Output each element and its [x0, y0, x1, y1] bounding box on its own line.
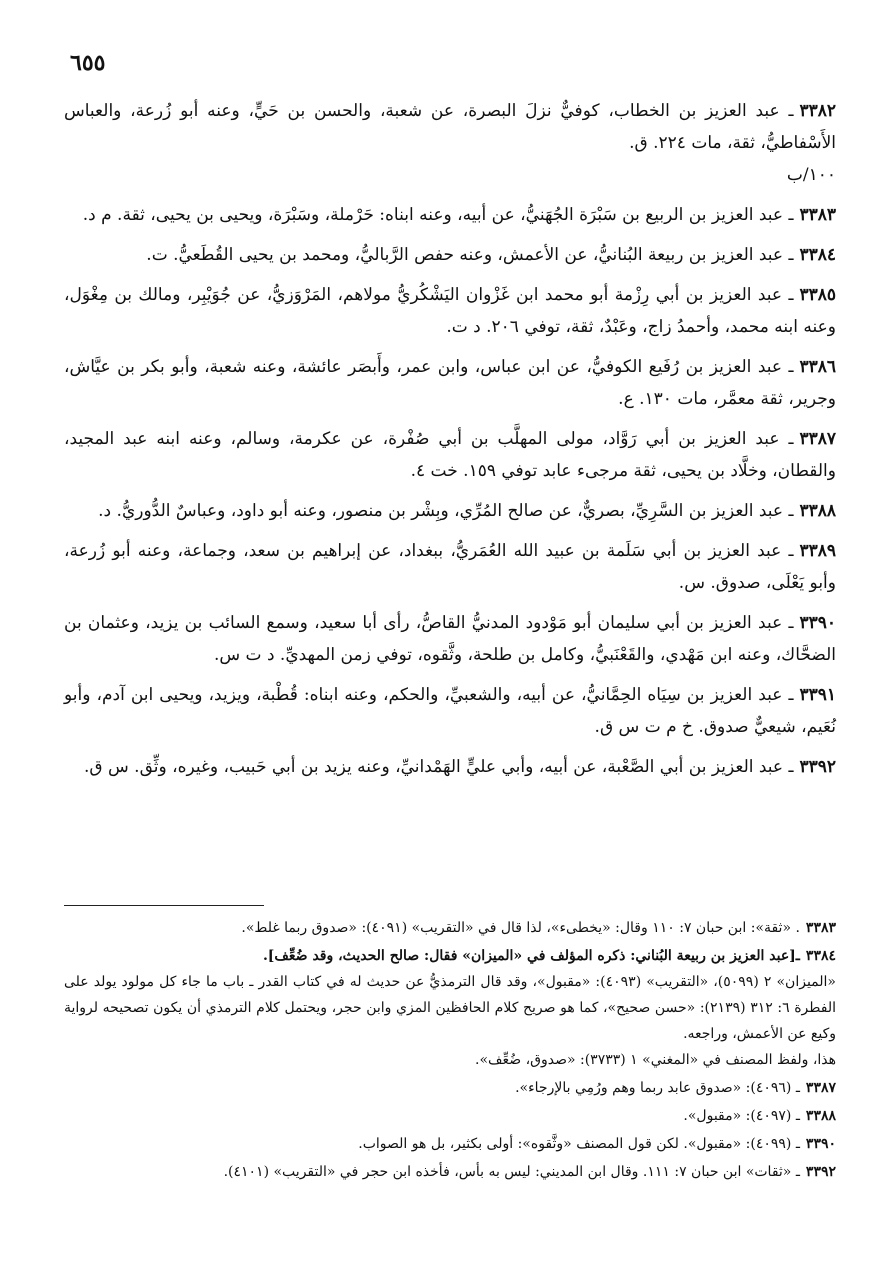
- entry: [64, 423, 836, 487]
- entry-number: ٣٣٩١: [799, 685, 836, 705]
- footnote-text: . «ثقة»: ابن حبان ٧: ١١٠ وقال: «يخطىء»، لذا قال في «التقريب» (٤٠٩١): «صدوق ربما غلط».: [241, 920, 800, 936]
- entry-text: ـ عبد العزيز بن الخطاب، كوفيٌّ نزلَ البصرة، عن شعبة، والحسن بن حَيٍّ، وعنه أبو زُرعة، والعباس الأَسْفاطيُّ، ثقة، مات ٢٢٤. ق.: [64, 101, 836, 153]
- entry-text: ـ عبد العزيز بن سِيَاه الحِمَّانيُّ، عن أبيه، والشعبيِّ، والحكم، وعنه ابناه: قُطْبة، ويزيد، ويحيى ابن آدم، وأبو نُعَيم، شيعيٌّ صدوق. خ م ت س ق.: [64, 685, 836, 737]
- footnote: [64, 1159, 836, 1185]
- entry: [64, 607, 836, 671]
- footnote-divider: [64, 905, 264, 906]
- footnote-number: ٣٣٨٣: [805, 920, 836, 936]
- footnote-number: ٣٣٨٧: [805, 1080, 836, 1096]
- footnote-text: «الميزان» ٢ (٥٠٩٩)، «التقريب» (٤٠٩٣): «مقبول»، وقد قال الترمذيُّ عن حديث له في كتاب القدر ـ باب ما جاء كل مولود يولد على الفطرة ٦: ٣١٢ (٢١٣٩): «حسن صحيح»، كما هو صريح كلام الحافظين المزي وابن حجر، ويحتمل كلام الترمذي أن يكون تصحيحه لرواية وكيع عن الأعمش، وراجعه.: [64, 974, 836, 1042]
- footnotes: [64, 915, 836, 1187]
- entry: [64, 199, 836, 231]
- biography-entries: [64, 95, 836, 791]
- footnote: [64, 1103, 836, 1129]
- footnote-number: ٣٣٨٤: [805, 948, 836, 964]
- entry-text: ـ عبد العزيز بن أبي الصَّعْبة، عن أبيه، وأبي عليٍّ الهَمْدانيِّ، وعنه يزيد بن أبي حَبيب، وغيره، وثِّق. س ق.: [84, 757, 794, 777]
- entry-text: ـ عبد العزيز بن ربيعة البُنانيُّ، عن الأعمش، وعنه حفص الرَّباليُّ، ومحمد بن يحيى القُطَعيُّ. ت.: [146, 245, 794, 265]
- entry-number: ٣٣٨٧: [799, 429, 836, 449]
- entry: [64, 535, 836, 599]
- entry: [64, 239, 836, 271]
- entry-text: ـ عبد العزيز بن رُفَيع الكوفيُّ، عن ابن عباس، وابن عمر، وأَبصَر عائشة، وعنه شعبة، وأبو بكر بن عيَّاش، وجرير، ثقة معمَّر، مات ١٣٠. ع.: [64, 357, 836, 409]
- manuscript-folio-marker: ١٠٠/ب: [786, 165, 836, 185]
- footnote-text: هذا، ولفظ المصنف في «المغني» ١ (٣٧٣٣): «صدوق، ضُعِّف».: [475, 1052, 836, 1068]
- entry-text: ـ عبد العزيز بن السَّرِيِّ، بصريٌّ، عن صالح المُرِّي، وبِشْر بن منصور، وعنه أبو داود، وعباسٌ الدُّوريُّ. د.: [98, 501, 794, 521]
- entry-text: ـ عبد العزيز بن الربيع بن سَبْرَة الجُهَنيُّ، عن أبيه، وعنه ابناه: حَرْملة، وسَبْرَة، ويحيى بن يحيى، ثقة. م د.: [82, 205, 794, 225]
- entry-text: ـ عبد العزيز بن أبي رَوَّاد، مولى المهلَّب بن أبي صُفْرة، عن عكرمة، وسالم، وعنه ابنه عبد المجيد، والقطان، وخلَّاد بن يحيى، ثقة مرجىء عابد توفي ١٥٩. خت ٤.: [64, 429, 836, 481]
- footnote: [64, 915, 836, 941]
- entry-text: ـ عبد العزيز بن أبي رِزْمة أبو محمد ابن غَزْوان اليَشْكُريُّ مولاهم، المَرْوَزيُّ، عن جُوَيْبِر، ومالك بن مِغْوَل، وعنه ابنه محمد، وأحمدُ زاج، وعَبْدٌ، ثقة، توفي ٢٠٦. د ت.: [64, 285, 836, 337]
- entry-number: ٣٣٩٢: [799, 757, 836, 777]
- footnote-text: ـ (٤٠٩٦): «صدوق عابد ربما وهم ورُمِي بالإرجاء».: [515, 1080, 800, 1096]
- entry: [64, 495, 836, 527]
- footnote-number: ٣٣٨٨: [805, 1108, 836, 1124]
- entry-number: ٣٣٨٥: [799, 285, 836, 305]
- footnote-number: ٣٣٩٢: [805, 1164, 836, 1180]
- entry-number: ٣٣٨٤: [799, 245, 836, 265]
- page-number: ٦٥٥: [70, 50, 106, 76]
- footnote: [64, 1075, 836, 1101]
- entry-number: ٣٣٩٠: [799, 613, 836, 633]
- entry: [64, 679, 836, 743]
- entry: [64, 279, 836, 343]
- footnote-heading: ـ[عبد العزيز بن ربيعة البُناني: ذكره المؤلف في «الميزان» فقال: صالح الحديث، وقد ضُعِّف].: [262, 948, 800, 964]
- footnote-number: ٣٣٩٠: [805, 1136, 836, 1152]
- entry-number: ٣٣٨٦: [799, 357, 836, 377]
- entry-number: ٣٣٨٩: [799, 541, 836, 561]
- entry-number: ٣٣٨٣: [799, 205, 836, 225]
- footnote-text: ـ «ثقات» ابن حبان ٧: ١١١. وقال ابن المديني: ليس به بأس، فأخذه ابن حجر في «التقريب» (٤١٠١).: [223, 1164, 800, 1180]
- entry-number: ٣٣٨٢: [799, 101, 836, 121]
- footnote-text: ـ (٤٠٩٩): «مقبول». لكن قول المصنف «وثَّقوه»: أولى بكثير، بل هو الصواب.: [358, 1136, 800, 1152]
- footnote: [64, 1131, 836, 1157]
- entry-text: ـ عبد العزيز بن أبي سليمان أبو مَوْدود المدنيُّ القاصُّ، رأى أبا سعيد، وسمع السائب بن يزيد، وعثمان بن الضحَّاك، وعنه ابن مَهْدي، والقَعْنَبيُّ، وكامل بن طلحة، وثَّقوه، توفي زمن المهديِّ. د ت س.: [64, 613, 836, 665]
- entry-text: ـ عبد العزيز بن أبي سَلَمة بن عبيد الله العُمَريُّ، ببغداد، عن إبراهيم بن سعد، وجماعة، وعنه أبو زُرعة، وأبو يَعْلَى، صدوق. س.: [64, 541, 836, 593]
- entry: [64, 95, 836, 191]
- entry: [64, 751, 836, 783]
- footnote: [64, 943, 836, 1073]
- footnote-text: ـ (٤٠٩٧): «مقبول».: [683, 1108, 800, 1124]
- entry-number: ٣٣٨٨: [799, 501, 836, 521]
- entry: [64, 351, 836, 415]
